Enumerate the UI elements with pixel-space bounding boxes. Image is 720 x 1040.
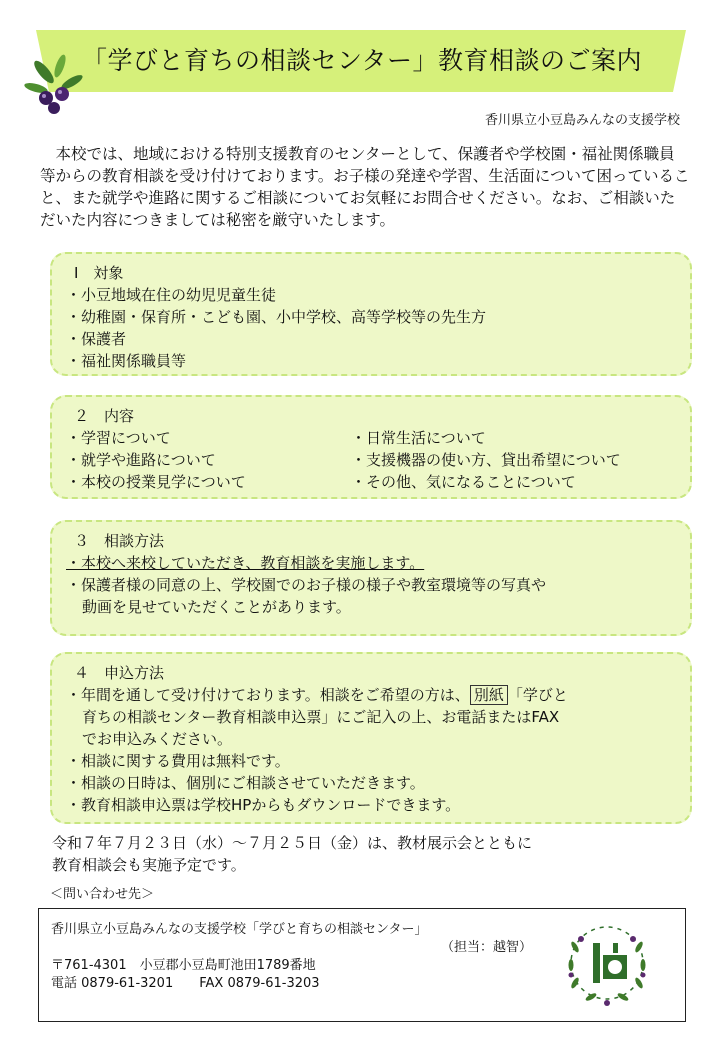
section-heading: ３ 相談方法 <box>74 532 165 550</box>
section-heading: ２ 内容 <box>74 407 135 425</box>
event-note: 令和７年７月２３日（水）～７月２５日（金）は、教材展示会とともに 教育相談会も実施予定です。 <box>52 834 533 874</box>
list-item-continuation: 育ちの相談センター教育相談申込票」にご記入の上、お電話またはFAX <box>82 708 560 726</box>
separate-sheet-label: 別紙 <box>470 685 508 705</box>
section-heading: Ⅰ 対象 <box>74 264 124 282</box>
page-title: 「学びと育ちの相談センター」教育相談のご案内 <box>82 46 643 75</box>
section-apply <box>50 652 692 824</box>
list-item: ・幼稚園・保育所・こども園、小中学校、高等学校等の先生方 <box>66 308 487 326</box>
list-item: ・福祉関係職員等 <box>66 352 187 370</box>
list-item: ・学習について <box>66 429 171 447</box>
intro-paragraph: 本校では、地域における特別支援教育のセンターとして、保護者や学校園・福祉関係職員等からの教育相談を受け付けております。お子様の発達や学習、生活面について困っていること、また就学や進路に関するご相談についてお気軽にお問合せください。なお、ご相談いただいた内容につきましては秘密を厳守いたします。 <box>40 145 690 229</box>
contact-label: ＜問い合わせ先＞ <box>50 887 155 902</box>
list-item: ・本校の授業見学について <box>66 473 246 491</box>
contact-address: 〒761-4301 小豆郡小豆島町池田1789番地 <box>51 958 316 973</box>
list-item: ・年間を通して受け付けております。相談をご希望の方は、 別紙 「学びと <box>66 686 568 704</box>
list-item: ・保護者様の同意の上、学校園でのお子様の様子や教室環境等の写真や <box>66 576 547 594</box>
list-item: ・相談の日時は、個別にご相談させていただきます。 <box>66 774 425 792</box>
contact-box <box>38 908 686 1022</box>
contact-org: 香川県立小豆島みんなの支援学校「学びと育ちの相談センター」 <box>51 922 428 937</box>
school-logo-icon <box>561 917 653 1009</box>
list-item-continuation: でお申込みください。 <box>82 730 233 748</box>
list-item: ・日常生活について <box>351 429 486 447</box>
list-item: ・就学や進路について <box>66 451 216 469</box>
list-item: ・教育相談申込票は学校HPからもダウンロードできます。 <box>66 796 461 814</box>
list-item-continuation: 動画を見せていただくことがあります。 <box>82 598 351 616</box>
section-heading: ４ 申込方法 <box>74 664 165 682</box>
list-item: ・本校へ来校していただき、教育相談を実施します。 <box>66 554 425 572</box>
list-item: ・小豆地域在住の幼児児童生徒 <box>66 286 277 304</box>
contact-phone: 電話 0879-61-3201 FAX 0879-61-3203 <box>51 976 320 991</box>
section-method <box>50 520 692 636</box>
section-content <box>50 395 692 499</box>
list-item: ・保護者 <box>66 330 127 348</box>
list-item: ・支援機器の使い方、貸出希望について <box>351 451 621 469</box>
school-name: 香川県立小豆島みんなの支援学校 <box>484 113 680 128</box>
section-target <box>50 252 692 376</box>
contact-person: （担当：越智） <box>441 940 533 955</box>
list-item: ・相談に関する費用は無料です。 <box>66 752 290 770</box>
list-item: ・その他、気になることについて <box>351 473 576 491</box>
